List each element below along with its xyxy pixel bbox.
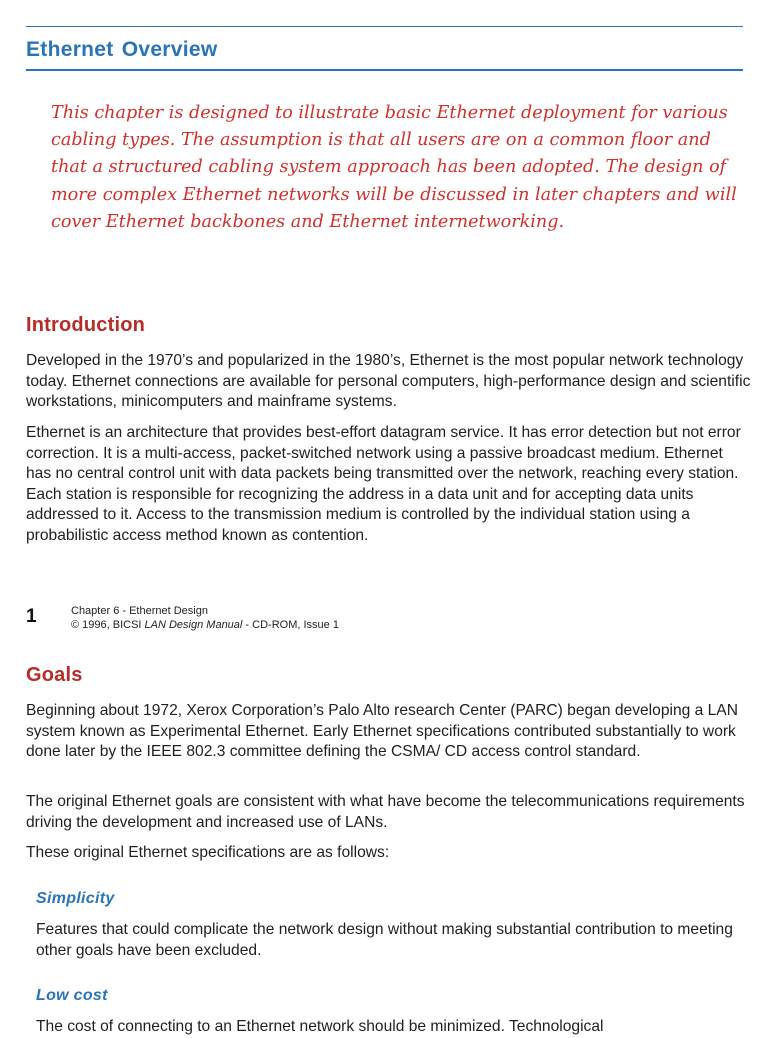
page-footer	[71, 604, 339, 632]
goals-paragraph-3: These original Ethernet specifications are as follows:	[26, 844, 390, 861]
introduction-paragraph-1: Developed in the 1970’s and popularized in the 1980’s, Ethernet is the most popular network technology today. Ethernet connections are available for personal computers, high-performance design and scientific workstations, minicomputers and mainframe systems.	[26, 352, 751, 411]
chapter-title: Ethernet Overview	[26, 38, 218, 61]
footer-copyright-line	[71, 618, 339, 632]
introduction-paragraph-2: Ethernet is an architecture that provides best-effort datagram service. It has error detection but not error correction. It is a multi-access, packet-switched network using a passive broadcast medium. Ethernet has no central control unit with data packets being transmitted over the network, reaching every station. Each station is responsible for recognizing the address in a data unit and for accepting data units addressed to it. Access to the transmission medium is controlled by the individual station using a probabilistic access method known as contention.	[26, 424, 741, 544]
low-cost-heading: Low cost	[36, 987, 108, 1004]
footer-copyright-suffix: - CD-ROM, Issue 1	[242, 619, 339, 631]
goals-paragraph-1: Beginning about 1972, Xerox Corporation’s Palo Alto research Center (PARC) began developing a LAN system known as Experimental Ethernet. Early Ethernet specifications contributed substantially to work done later by the IEEE 802.3 committee defining the CSMA/ CD access control standard.	[26, 702, 738, 761]
goals-paragraph-2: The original Ethernet goals are consistent with what have become the telecommunications requirements driving the development and increased use of LANs.	[26, 793, 745, 831]
footer-copyright-prefix: © 1996, BICSI	[71, 619, 145, 631]
simplicity-text: Features that could complicate the network design without making substantial contribution to meeting other goals have been excluded.	[36, 921, 733, 959]
goals-heading: Goals	[26, 664, 83, 686]
simplicity-heading: Simplicity	[36, 890, 115, 907]
footer-chapter-line: Chapter 6 - Ethernet Design	[71, 605, 208, 617]
footer-manual-title: LAN Design Manual	[144, 619, 243, 631]
chapter-abstract: This chapter is designed to illustrate basic Ethernet deployment for various cabling types. The assumption is that all users are on a common floor and that a structured cabling system approach has been adopted. The design of more complex Ethernet networks will be discussed in later chapters and will cover Ethernet backbones and Ethernet internetworking.	[51, 103, 737, 232]
page-number: 1	[26, 606, 37, 627]
low-cost-text: The cost of connecting to an Ethernet network should be minimized. Technological	[36, 1018, 604, 1035]
top-rule	[26, 26, 743, 27]
introduction-heading: Introduction	[26, 314, 146, 336]
title-underline	[26, 69, 743, 71]
